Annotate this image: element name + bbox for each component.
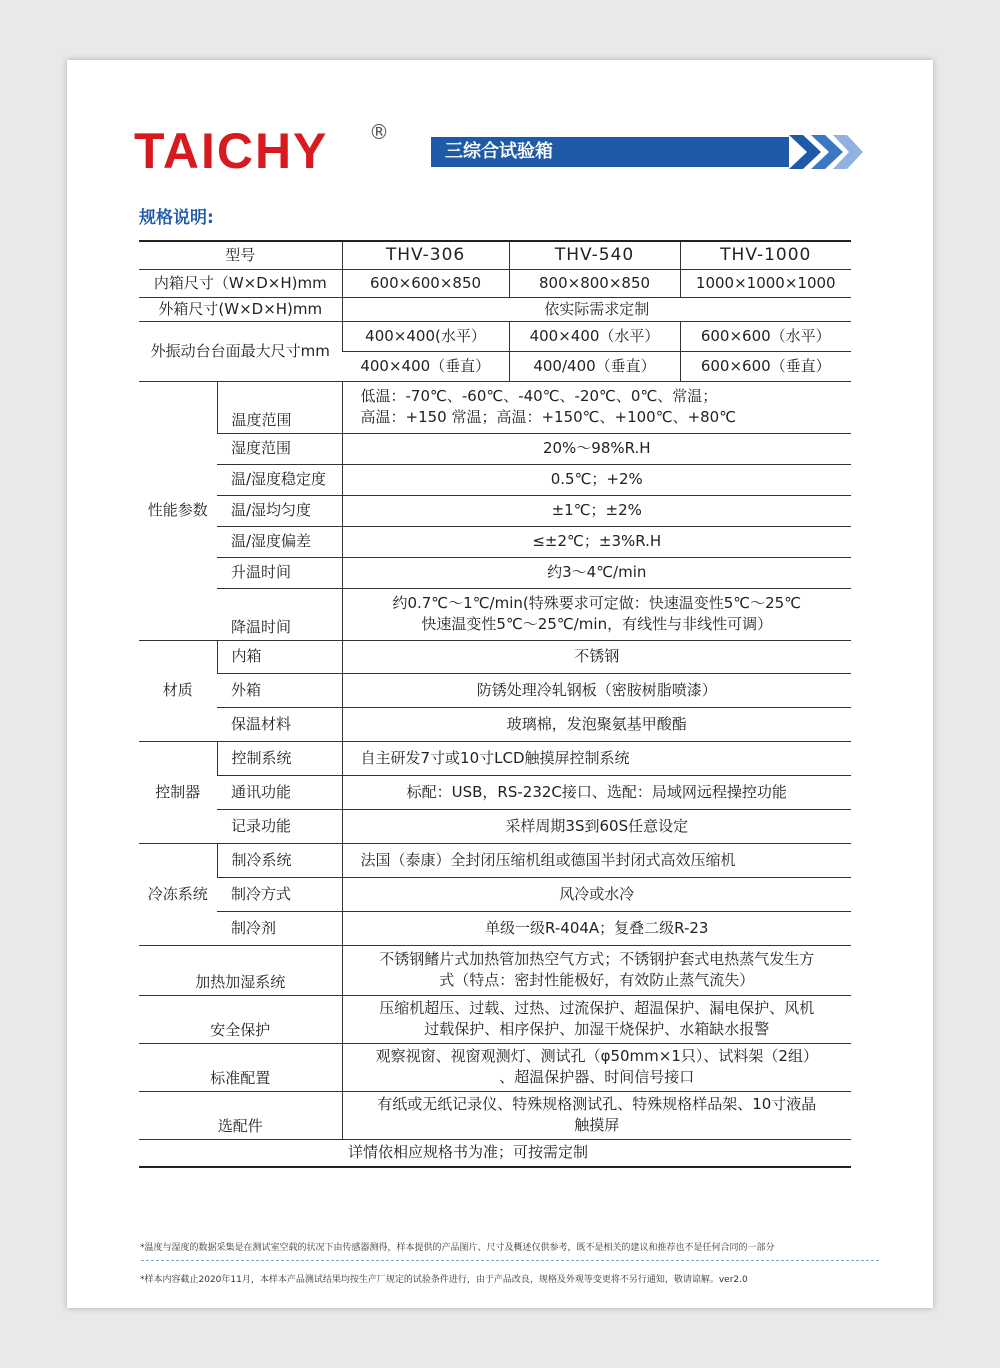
value-line: 有纸或无纸记录仪、特殊规格测试孔、特殊规格样品架、10寸液晶 <box>377 1095 817 1113</box>
cell-value: ≤±2℃；±3%R.H <box>342 526 851 557</box>
row-label: 制冷方式 <box>217 877 342 911</box>
cell-value <box>342 588 851 640</box>
value-line: 式（特点：密封性能极好，有效防止蒸气流失） <box>439 971 755 989</box>
model-label: 型号 <box>139 241 342 269</box>
table-row <box>139 1043 851 1091</box>
table-row <box>139 381 851 433</box>
cell-value: 0.5℃；+2% <box>342 464 851 495</box>
cell-value: ±1℃；±2% <box>342 495 851 526</box>
row-label: 制冷系统 <box>217 843 342 877</box>
table-row <box>139 945 851 995</box>
row-label: 升温时间 <box>217 557 342 588</box>
table-row <box>139 877 851 911</box>
table-row <box>139 433 851 464</box>
cell-value: 400×400(水平） <box>342 321 509 351</box>
chevron-arrows-icon <box>785 133 865 171</box>
row-label: 温/湿度稳定度 <box>217 464 342 495</box>
value-line: 高温：+150 常温；高温：+150℃、+100℃、+80℃ <box>360 408 737 426</box>
cell-value: 600×600（垂直） <box>680 351 851 381</box>
value-line: 触摸屏 <box>574 1116 620 1134</box>
cell-value: 防锈处理冷轧钢板（密胺树脂喷漆） <box>342 673 851 707</box>
table-row <box>139 673 851 707</box>
table-row <box>139 297 851 321</box>
table-row <box>139 741 851 775</box>
value-line: 过载保护、相序保护、加湿干烧保护、水箱缺水报警 <box>424 1020 770 1038</box>
cell-value: 1000×1000×1000 <box>680 269 851 297</box>
table-row <box>139 495 851 526</box>
row-label: 外箱 <box>217 673 342 707</box>
table-row <box>139 911 851 945</box>
row-label: 加热加湿系统 <box>139 945 342 995</box>
cell-value <box>342 995 851 1043</box>
row-label: 安全保护 <box>139 995 342 1043</box>
cell-value: 400×400（水平） <box>509 321 680 351</box>
cell-value: 玻璃棉，发泡聚氨基甲酸酯 <box>342 707 851 741</box>
row-label: 记录功能 <box>217 809 342 843</box>
cell-value: 400/400（垂直） <box>509 351 680 381</box>
divider <box>141 1260 879 1261</box>
row-label: 温度范围 <box>217 381 342 433</box>
cell-value: 20%～98%R.H <box>342 433 851 464</box>
value-line: 压缩机超压、过载、过热、过流保护、超温保护、漏电保护、风机 <box>379 999 815 1017</box>
product-banner: 三综合试验箱 <box>431 137 789 167</box>
cell-value: 单级一级R-404A；复叠二级R-23 <box>342 911 851 945</box>
row-label: 外箱尺寸(W×D×H)mm <box>139 297 342 321</box>
table-row <box>139 995 851 1043</box>
cell-value <box>342 381 851 433</box>
registered-mark: ® <box>369 120 389 144</box>
cell-value: 依实际需求定制 <box>342 297 851 321</box>
footnote: *温度与湿度的数据采集是在测试室空载的状况下由传感器测得，样本提供的产品图片、尺寸及概述仅供参考，既不是相关的建议和推荐也不是任何合同的一部分 <box>140 1243 775 1253</box>
section-title: 规格说明: <box>139 208 214 228</box>
value-line: 观察视窗、视窗观测灯、测试孔（φ50mm×1只）、试料架（2组） <box>375 1047 818 1065</box>
value-line: 不锈钢鳍片式加热管加热空气方式；不锈钢护套式电热蒸气发生方 <box>379 950 815 968</box>
cell-value: 约3～4℃/min <box>342 557 851 588</box>
table-row <box>139 588 851 640</box>
group-label: 性能参数 <box>139 381 217 640</box>
group-label: 控制器 <box>139 741 217 843</box>
cell-value: 法国（泰康）全封闭压缩机组或德国半封闭式高效压缩机 <box>342 843 851 877</box>
row-label: 温/湿度偏差 <box>217 526 342 557</box>
cell-value: 标配：USB，RS-232C接口、选配：局域网远程操控功能 <box>342 775 851 809</box>
cell-value: 600×600×850 <box>342 269 509 297</box>
row-label: 外振动台台面最大尺寸mm <box>139 321 342 381</box>
cell-value: 自主研发7寸或10寸LCD触摸屏控制系统 <box>342 741 851 775</box>
value-line: 、超温保护器、时间信号接口 <box>499 1068 695 1086</box>
model-name: THV-306 <box>342 241 509 269</box>
value-line: 约0.7℃～1℃/min(特殊要求可定做：快速温变性5℃～25℃ <box>392 594 802 612</box>
cell-value: 800×800×850 <box>509 269 680 297</box>
cell-value <box>342 945 851 995</box>
cell-value <box>342 1091 851 1139</box>
table-row <box>139 1091 851 1139</box>
model-name: THV-1000 <box>680 241 851 269</box>
row-label: 选配件 <box>139 1091 342 1139</box>
spec-sheet <box>67 60 933 1308</box>
group-label: 冷冻系统 <box>139 843 217 945</box>
cell-value: 采样周期3S到60S任意设定 <box>342 809 851 843</box>
row-label: 内箱 <box>217 640 342 673</box>
value-line: 快速温变性5℃～25℃/min，有线性与非线性可调） <box>421 615 773 633</box>
brand-logo: TAICHY <box>134 123 329 179</box>
row-label: 标准配置 <box>139 1043 342 1091</box>
row-label: 内箱尺寸（W×D×H)mm <box>139 269 342 297</box>
footnote: *样本内容截止2020年11月，本样本产品测试结果均按生产厂规定的试验条件进行，由于产品改良，规格及外观等变更将不另行通知，敬请谅解。ver2.0 <box>140 1275 748 1285</box>
note-row: 详情依相应规格书为准；可按需定制 <box>342 1139 851 1167</box>
cell-value: 风冷或水冷 <box>342 877 851 911</box>
model-name: THV-540 <box>509 241 680 269</box>
table-row <box>139 557 851 588</box>
row-label: 降温时间 <box>217 588 342 640</box>
empty-cell <box>139 1139 342 1167</box>
table-row <box>139 269 851 297</box>
table-row <box>139 526 851 557</box>
spec-table <box>139 240 851 1168</box>
cell-value <box>342 1043 851 1091</box>
row-label: 保温材料 <box>217 707 342 741</box>
cell-value: 400×400（垂直） <box>342 351 509 381</box>
row-label: 制冷剂 <box>217 911 342 945</box>
table-header-row <box>139 241 851 269</box>
row-label: 温/湿均匀度 <box>217 495 342 526</box>
table-row <box>139 707 851 741</box>
table-row <box>139 321 851 351</box>
group-label: 材质 <box>139 640 217 741</box>
row-label: 通讯功能 <box>217 775 342 809</box>
row-label: 控制系统 <box>217 741 342 775</box>
row-label: 湿度范围 <box>217 433 342 464</box>
table-row <box>139 809 851 843</box>
cell-value: 600×600（水平） <box>680 321 851 351</box>
table-row <box>139 464 851 495</box>
cell-value: 不锈钢 <box>342 640 851 673</box>
table-row <box>139 640 851 673</box>
value-line: 低温：-70℃、-60℃、-40℃、-20℃、0℃、常温； <box>360 387 718 405</box>
table-row <box>139 1139 851 1167</box>
table-row <box>139 775 851 809</box>
table-row <box>139 843 851 877</box>
